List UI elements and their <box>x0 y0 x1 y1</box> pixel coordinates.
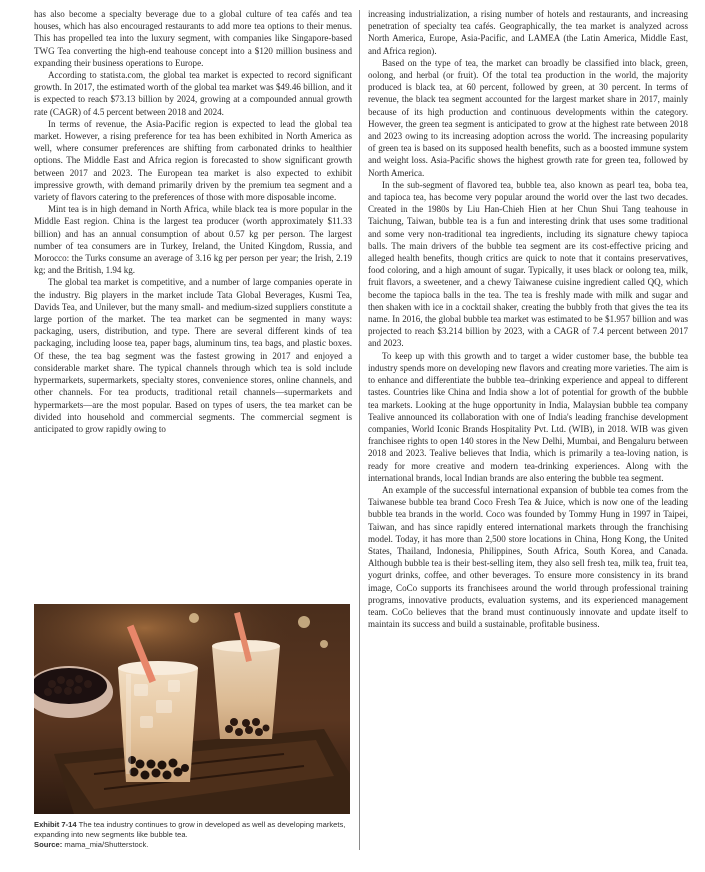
source-label: Source: <box>34 840 63 850</box>
left-text-column <box>34 8 352 435</box>
bubble-tea-photo <box>34 604 350 814</box>
paragraph: has also become a specialty beverage due to a global culture of tea cafés and tea houses, which has also encouraged restaurants to add more tea options to their menus. This has propelled tea into the luxury segment, with companies like Singapore-based TWG Tea converting the high-end teahouse concept into a $120 million business and expanding their business operations to Europe. <box>34 9 352 68</box>
source-credit: mama_mia/Shutterstock. <box>64 840 149 850</box>
paragraph: In terms of revenue, the Asia-Pacific region is expected to lead the global tea market. However, a rising preference for tea has been exhibited in North America as well, where consumer preferences are shifting from carbonated drinks to healthier options. The Middle East and Africa region is forecasted to show significant growth between 2017 and 2023. The European tea market is also expected to exhibit impressive growth, with demand primarily driven by the premium tea segment and a variety of flavors catering to the preferences of those with more disposable income. <box>34 118 352 203</box>
figure-caption <box>34 820 352 851</box>
right-text-column <box>368 8 688 630</box>
paragraph: The global tea market is competitive, and a number of large companies operate in the industry. Big players in the market include Tata Global Beverages, Kusmi Tea, Davids Tea, and Unilever, but the many small- and medium-sized suppliers constitute a large portion of the market. The tea market can be segmented in many ways: packaging, users, distribution, and type. There are several different kinds of tea packaging, including loose tea, paper bags, aluminum tins, tea bags, and plastic boxes. Of these, the tea bag segment was the fastest growing in 2017 and enjoyed a considerable market share. The typical channels through which tea is sold include hypermarkets, supermarkets, specialty stores, convenience stores, online channels, and other channels. For tea products, traditional retail channels—supermarkets and hypermarkets—are the most popular. Based on types of users, the tea market can be divided into household and commercial segments. The commercial segment is anticipated to grow rapidly owing to <box>34 277 352 434</box>
paragraph: An example of the successful international expansion of bubble tea comes from the Taiwanese bubble tea brand Coco Fresh Tea & Juice, which is now one of the leading bubble tea brands in the world. Coco was founded by Tommy Hung in 1997 in Taipei, Taiwan, and has since rapidly entered international markets through the franchising model. Today, it has more than 2,500 store locations in China, Hong Kong, the United States, Thailand, Indonesia, Philippines, South Africa, South Korea, and Canada. Although bubble tea is their best-selling item, they also sell fresh tea, milk tea, fruit tea, yogurt drinks, coffee, and other beverages. To ensure more consistency in its brand image, CoCo supports its franchisees around the world through professional training programs, innovative products, evaluation systems, and its experienced management team. CoCo believes that the brand must continuously innovate and update itself to maintain its success and build a sustainable, profitable business. <box>368 484 688 630</box>
paragraph: Mint tea is in high demand in North Africa, while black tea is more popular in the Middle East region. China is the largest tea producer (worth approximately $11.33 billion) and has an annual consumption of about 0.57 kg per person. The largest number of tea consumers are in Turkey, Ireland, the United Kingdom, Russia, and Morocco: the Turks consume an average of 3.16 kg per person per year; the Irish, 2.19 kg; and the British, 1.94 kg. <box>34 204 352 276</box>
exhibit-label: Exhibit 7-14 <box>34 820 77 829</box>
paragraph: Based on the type of tea, the market can broadly be classified into black, green, oolong, and herbal (or fruit). Of the total tea production in the world, the majority produced is black tea, at 60 percent, followed by green, at 30 percent. In terms of revenue, the black tea segment accounted for the largest market share in 2017, mainly because of its high production and continuous developments within the category. However, the green tea segment is anticipated to grow at the highest rate between 2018 and 2023 owing to its increasing adoption across the world. The increasing popularity of green tea is based on its supposed health benefits, such as a boosted immune system and weight loss. Asia-Pacific shows the highest growth rate for green tea, followed by North America. <box>368 57 688 178</box>
caption-text: The tea industry continues to grow in developed as well as developing markets, expanding into new segments like bubble tea. <box>34 820 346 840</box>
paragraph: To keep up with this growth and to target a wider customer base, the bubble tea industry spends more on developing new flavors and creating more varieties. The aim is to enhance and differentiate the bubble tea–drinking experience and appeal to different tastes. Countries like China and India show a lot of potential for growth of the bubble tea markets. Looking at the huge opportunity in India, Malaysian bubble tea company Tealive announced its collaboration with one of India's leading franchise development companies, World Iconic Brands Hospitality Pvt. Ltd. (WIB), in 2018. WIB was given franchisee rights to open 140 stores in the New Delhi, Mumbai, and Bengaluru between 2018 and 2023. Tealive believes that India, which is primarily a tea-loving nation, is ready for more creative and modern tea-drinking experiences. Along with the international brands, local Indian brands are also entering the bubble tea segment. <box>368 350 688 483</box>
paragraph: According to statista.com, the global tea market is expected to record significant growth. In 2017, the estimated worth of the global tea market was $49.46 billion, and it is expected to reach $73.13 billion by 2024, growing at a compounded annual growth rate (CAGR) of 4.5 percent between 2018 and 2024. <box>34 70 352 117</box>
paragraph: increasing industrialization, a rising number of hotels and restaurants, and increasing penetration of specialty tea cafés. Geographically, the tea market is analyzed across North America, Europe, Asia-Pacific, and LAMEA (the Latin America, Middle East, and Africa region). <box>368 9 688 56</box>
paragraph: In the sub-segment of flavored tea, bubble tea, also known as pearl tea, boba tea, and tapioca tea, has become very popular around the world over the last two decades. Created in the 1980s by Liu Han-Chieh Hien at her Chun Shui Tang teahouse in Taichung, Taiwan, bubble tea is a fun and interesting drink that uses some traditional and some very non-traditional tea ingredients, including its signature chewy tapioca balls. The main drivers of the bubble tea segment are its cost-effective pricing and alleged health benefits, though critics are quick to note that it contains preservatives, food coloring, and a high amount of sugar. Typically, it uses black or oolong tea, milk, fruit flavors, a sweetener, and a chewy Taiwanese cuisine ingredient called QQ, which become the tapioca balls in the tea. The tea is freshly made with milk and sugar and then shaken with ice in a cocktail shaker, creating the bubbly froth that gives the tea its name. In 2016, the global bubble tea market was estimated to be $1.957 billion and was projected to reach $3.214 billion by 2023, with a CAGR of 7.4 percent between 2017 and 2023. <box>368 179 688 349</box>
column-divider <box>359 10 360 850</box>
